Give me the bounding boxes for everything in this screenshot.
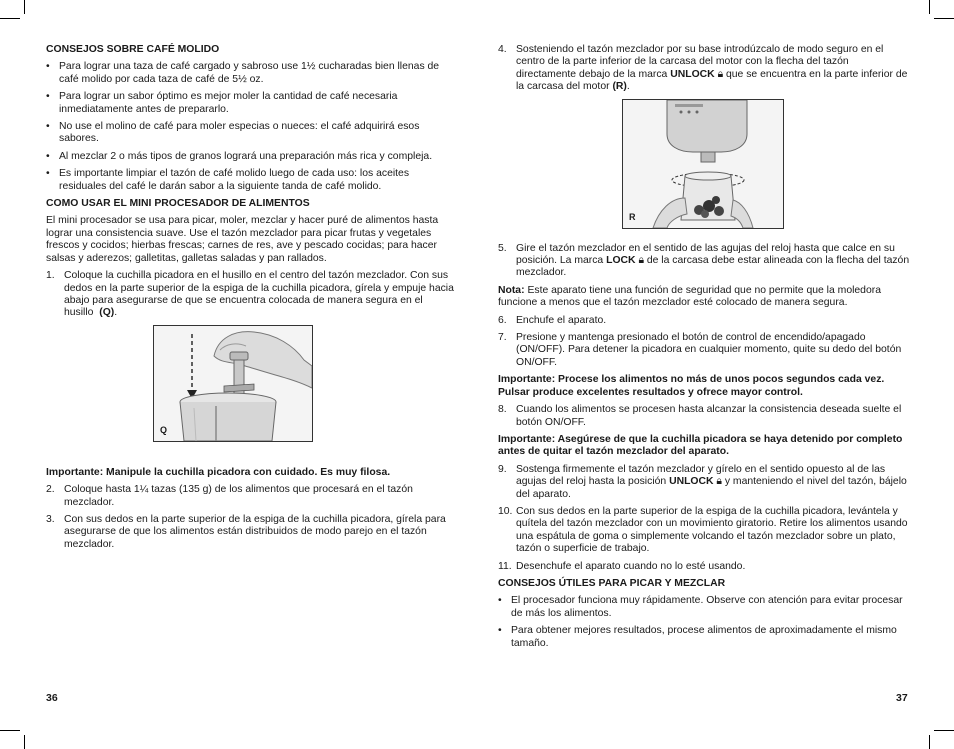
- figure-q: [153, 325, 313, 442]
- step-end: .: [114, 307, 118, 319]
- unlock-mark: UNLOCK: [669, 476, 714, 488]
- step-text: Coloque la cuchilla picadora en el husillo en el centro del tazón mezclador. Con sus dedos en la parte superior de la espiga de la cuchilla picadora, gírela y empuje hacia abajo para asegurarse de que se encuentra colocada de manera segura en el husillo: [64, 270, 454, 319]
- step-text: Con sus dedos en la parte superior de la espiga de la cuchilla picadora, levántela y quítela del tazón mezclador con un movimiento giratorio. Retire los alimentos usando una espátula de goma o simplemente volcando el tazón mezclador sobre un plato, tazón o superficie de trabajo.: [516, 505, 908, 555]
- coffee-tips-list: [46, 61, 454, 193]
- list-item-text: Al mezclar 2 o más tipos de granos logrará una preparación más rica y compleja.: [59, 150, 433, 162]
- blade-insertion-illustration: [154, 326, 312, 441]
- step-text: Sostenga firmemente el tazón mezclador y gírelo en el sentido opuesto al de las agujas del reloj hasta la posición: [516, 463, 886, 488]
- right-page: [498, 44, 910, 655]
- step-1: [46, 270, 454, 320]
- step-number: 4.: [498, 44, 507, 55]
- step-text: Enchufe el aparato.: [516, 314, 607, 326]
- step-number: 9.: [498, 463, 507, 475]
- list-item: • Para lograr una taza de café cargado y sabroso use 1½ cucharadas bien llenas de café molido por cada taza de café de 5½ oz.: [46, 61, 440, 85]
- lock-icon: 🔒︎: [716, 476, 722, 488]
- list-item: • Es importante limpiar el tazón de café molido luego de cada uso: los aceites residuales del café le darán sabor a la siguiente tanda de café molido.: [46, 168, 410, 192]
- step-number: 5.: [498, 242, 507, 254]
- safety-note: [498, 285, 910, 310]
- coffee-tips-heading: CONSEJOS SOBRE CAFÉ MOLIDO: [46, 44, 220, 55]
- step-text: Cuando los alimentos se procesen hasta alcanzar la consistencia deseada suelte el botón ON/OFF.: [516, 404, 902, 428]
- lock-mark: LOCK: [606, 255, 636, 267]
- chopping-tips-heading: CONSEJOS ÚTILES PARA PICAR Y MEZCLAR: [498, 577, 726, 589]
- mini-processor-heading: COMO USAR EL MINI PROCESADOR DE ALIMENTOS: [46, 198, 310, 210]
- step-9: [498, 464, 910, 501]
- unlock-mark: UNLOCK: [670, 68, 715, 80]
- step-number: 11.: [498, 560, 512, 572]
- step-number: 1.: [46, 270, 55, 282]
- list-item: • El procesador funciona muy rápidamente. Observe con atención para evitar procesar de más los alimentos.: [498, 595, 903, 619]
- list-item: • Al mezclar 2 o más tipos de granos logrará una preparación más rica y compleja.: [46, 150, 433, 162]
- important-pulse: Importante: Procese los alimentos no más de unos pocos segundos cada vez. Pulsar produce excelentes resultados y ofrece mayor control.: [498, 374, 885, 398]
- crop-mark: [934, 18, 954, 19]
- step-number: 10.: [498, 505, 513, 517]
- lock-icon: 🔒︎: [638, 255, 644, 267]
- figure-reference: (R): [612, 81, 627, 93]
- step-5: [498, 243, 910, 280]
- step-text: Presione y mantenga presionado el botón de control de encendido/apagado (ON/OFF). Para detener la picadora en cualquier momento, quite su dedo del botón ON/OFF.: [516, 332, 902, 368]
- step-number: 6.: [498, 314, 507, 326]
- crop-mark: [24, 735, 25, 749]
- note-label: Nota:: [498, 284, 525, 296]
- figure-r: [622, 99, 784, 229]
- step-6: [498, 315, 910, 327]
- list-item: • No use el molino de café para moler especias o nueces: el café adquirirá esos sabores.: [46, 121, 420, 145]
- blade-warning: Importante: Manipule la cuchilla picadora con cuidado. Es muy filosa.: [46, 466, 391, 478]
- page-number-left: 36: [46, 692, 58, 704]
- crop-mark: [929, 0, 930, 14]
- crop-mark: [934, 730, 954, 731]
- step-text: de la carcasa debe estar alineada con la flecha del tazón mezclador.: [516, 255, 910, 279]
- left-page: [46, 44, 454, 556]
- step-number: 3.: [46, 513, 55, 525]
- step-number: 8.: [498, 404, 507, 416]
- note-text: Este aparato tiene una función de seguridad que no permite que la moledora funcione a menos que el tazón mezclador esté colocado de manera segura.: [498, 284, 881, 309]
- step-text: Desenchufe el aparato cuando no lo esté usando.: [516, 560, 746, 572]
- chopping-tips-list: [498, 595, 910, 650]
- page-number-right: 37: [896, 692, 908, 704]
- important-blade-stop: Importante: Asegúrese de que la cuchilla picadora se haya detenido por completo antes de quitar el tazón mezclador del aparato.: [498, 433, 903, 458]
- step-7: [498, 332, 910, 369]
- step-text: que se encuentra en la parte inferior de la carcasa del motor: [516, 68, 908, 93]
- crop-mark: [929, 735, 930, 749]
- mini-processor-intro: El mini procesador se usa para picar, moler, mezclar y hacer puré de alimentos hasta lograr una consistencia suave. Use el tazón mezclador para picar frutas y vegetales frescos y cocidos; hierbas frescas; carnes de res, ave y pescado cocidas; para hacer salsas y aderezos; galletitas, galletas saladas y pan rallados.: [46, 215, 439, 264]
- step-end: .: [626, 81, 630, 93]
- list-item-text: Para lograr un sabor óptimo es mejor moler la cantidad de café necesaria inmediatamente antes de prepararlo.: [59, 91, 398, 115]
- step-text: y manteniendo el nivel del tazón, bájelo del aparato.: [516, 476, 907, 500]
- list-item-text: El procesador funciona muy rápidamente. Observe con atención para evitar procesar de más los alimentos.: [511, 595, 903, 619]
- crop-mark: [0, 18, 20, 19]
- list-item: • Para obtener mejores resultados, procese alimentos de aproximadamente el mismo tamaño.: [498, 625, 897, 649]
- figure-label: Q: [160, 425, 168, 436]
- step-text: Coloque hasta 1¼ tazas (135 g) de los alimentos que procesará en el tazón mezclador.: [64, 484, 413, 508]
- step-8: [498, 404, 910, 429]
- crop-mark: [24, 0, 25, 14]
- step-4: [498, 44, 910, 94]
- list-item-text: Es importante limpiar el tazón de café molido luego de cada uso: los aceites residuales del café le darán sabor a la siguiente tanda de café molido.: [59, 168, 410, 192]
- step-11: [498, 561, 910, 573]
- list-item-text: No use el molino de café para moler especias o nueces: el café adquirirá esos sabores.: [59, 121, 420, 145]
- list-item: • Para lograr un sabor óptimo es mejor moler la cantidad de café necesaria inmediatamente antes de prepararlo.: [46, 91, 398, 115]
- figure-label: R: [629, 212, 636, 223]
- step-number: 7.: [498, 332, 507, 344]
- step-2: [46, 484, 454, 509]
- step-text: Con sus dedos en la parte superior de la espiga de la cuchilla picadora, gírela para asegurarse de que los alimentos están distribuidos de modo parejo en el tazón mezclador.: [64, 513, 446, 550]
- list-item-text: Para lograr una taza de café cargado y sabroso use 1½ cucharadas bien llenas de café molido por cada taza de café de 5½ oz.: [59, 61, 440, 85]
- list-item-text: Para obtener mejores resultados, procese alimentos de aproximadamente el mismo tamaño.: [511, 625, 897, 649]
- bowl-attach-illustration: [623, 100, 783, 228]
- step-3: [46, 514, 454, 551]
- crop-mark: [0, 730, 20, 731]
- step-number: 2.: [46, 484, 55, 496]
- lock-icon: 🔒︎: [717, 68, 724, 80]
- step-text: Sosteniendo el tazón mezclador por su base introdúzcalo de modo seguro en el centro de la parte inferior de la carcasa del motor con la flecha del tazón directamente debajo de la marca: [516, 44, 884, 80]
- step-10: [498, 506, 910, 556]
- figure-reference: (Q): [99, 307, 115, 319]
- step-text: Gire el tazón mezclador en el sentido de las agujas del reloj hasta que calce en su posición. La marca: [516, 242, 895, 267]
